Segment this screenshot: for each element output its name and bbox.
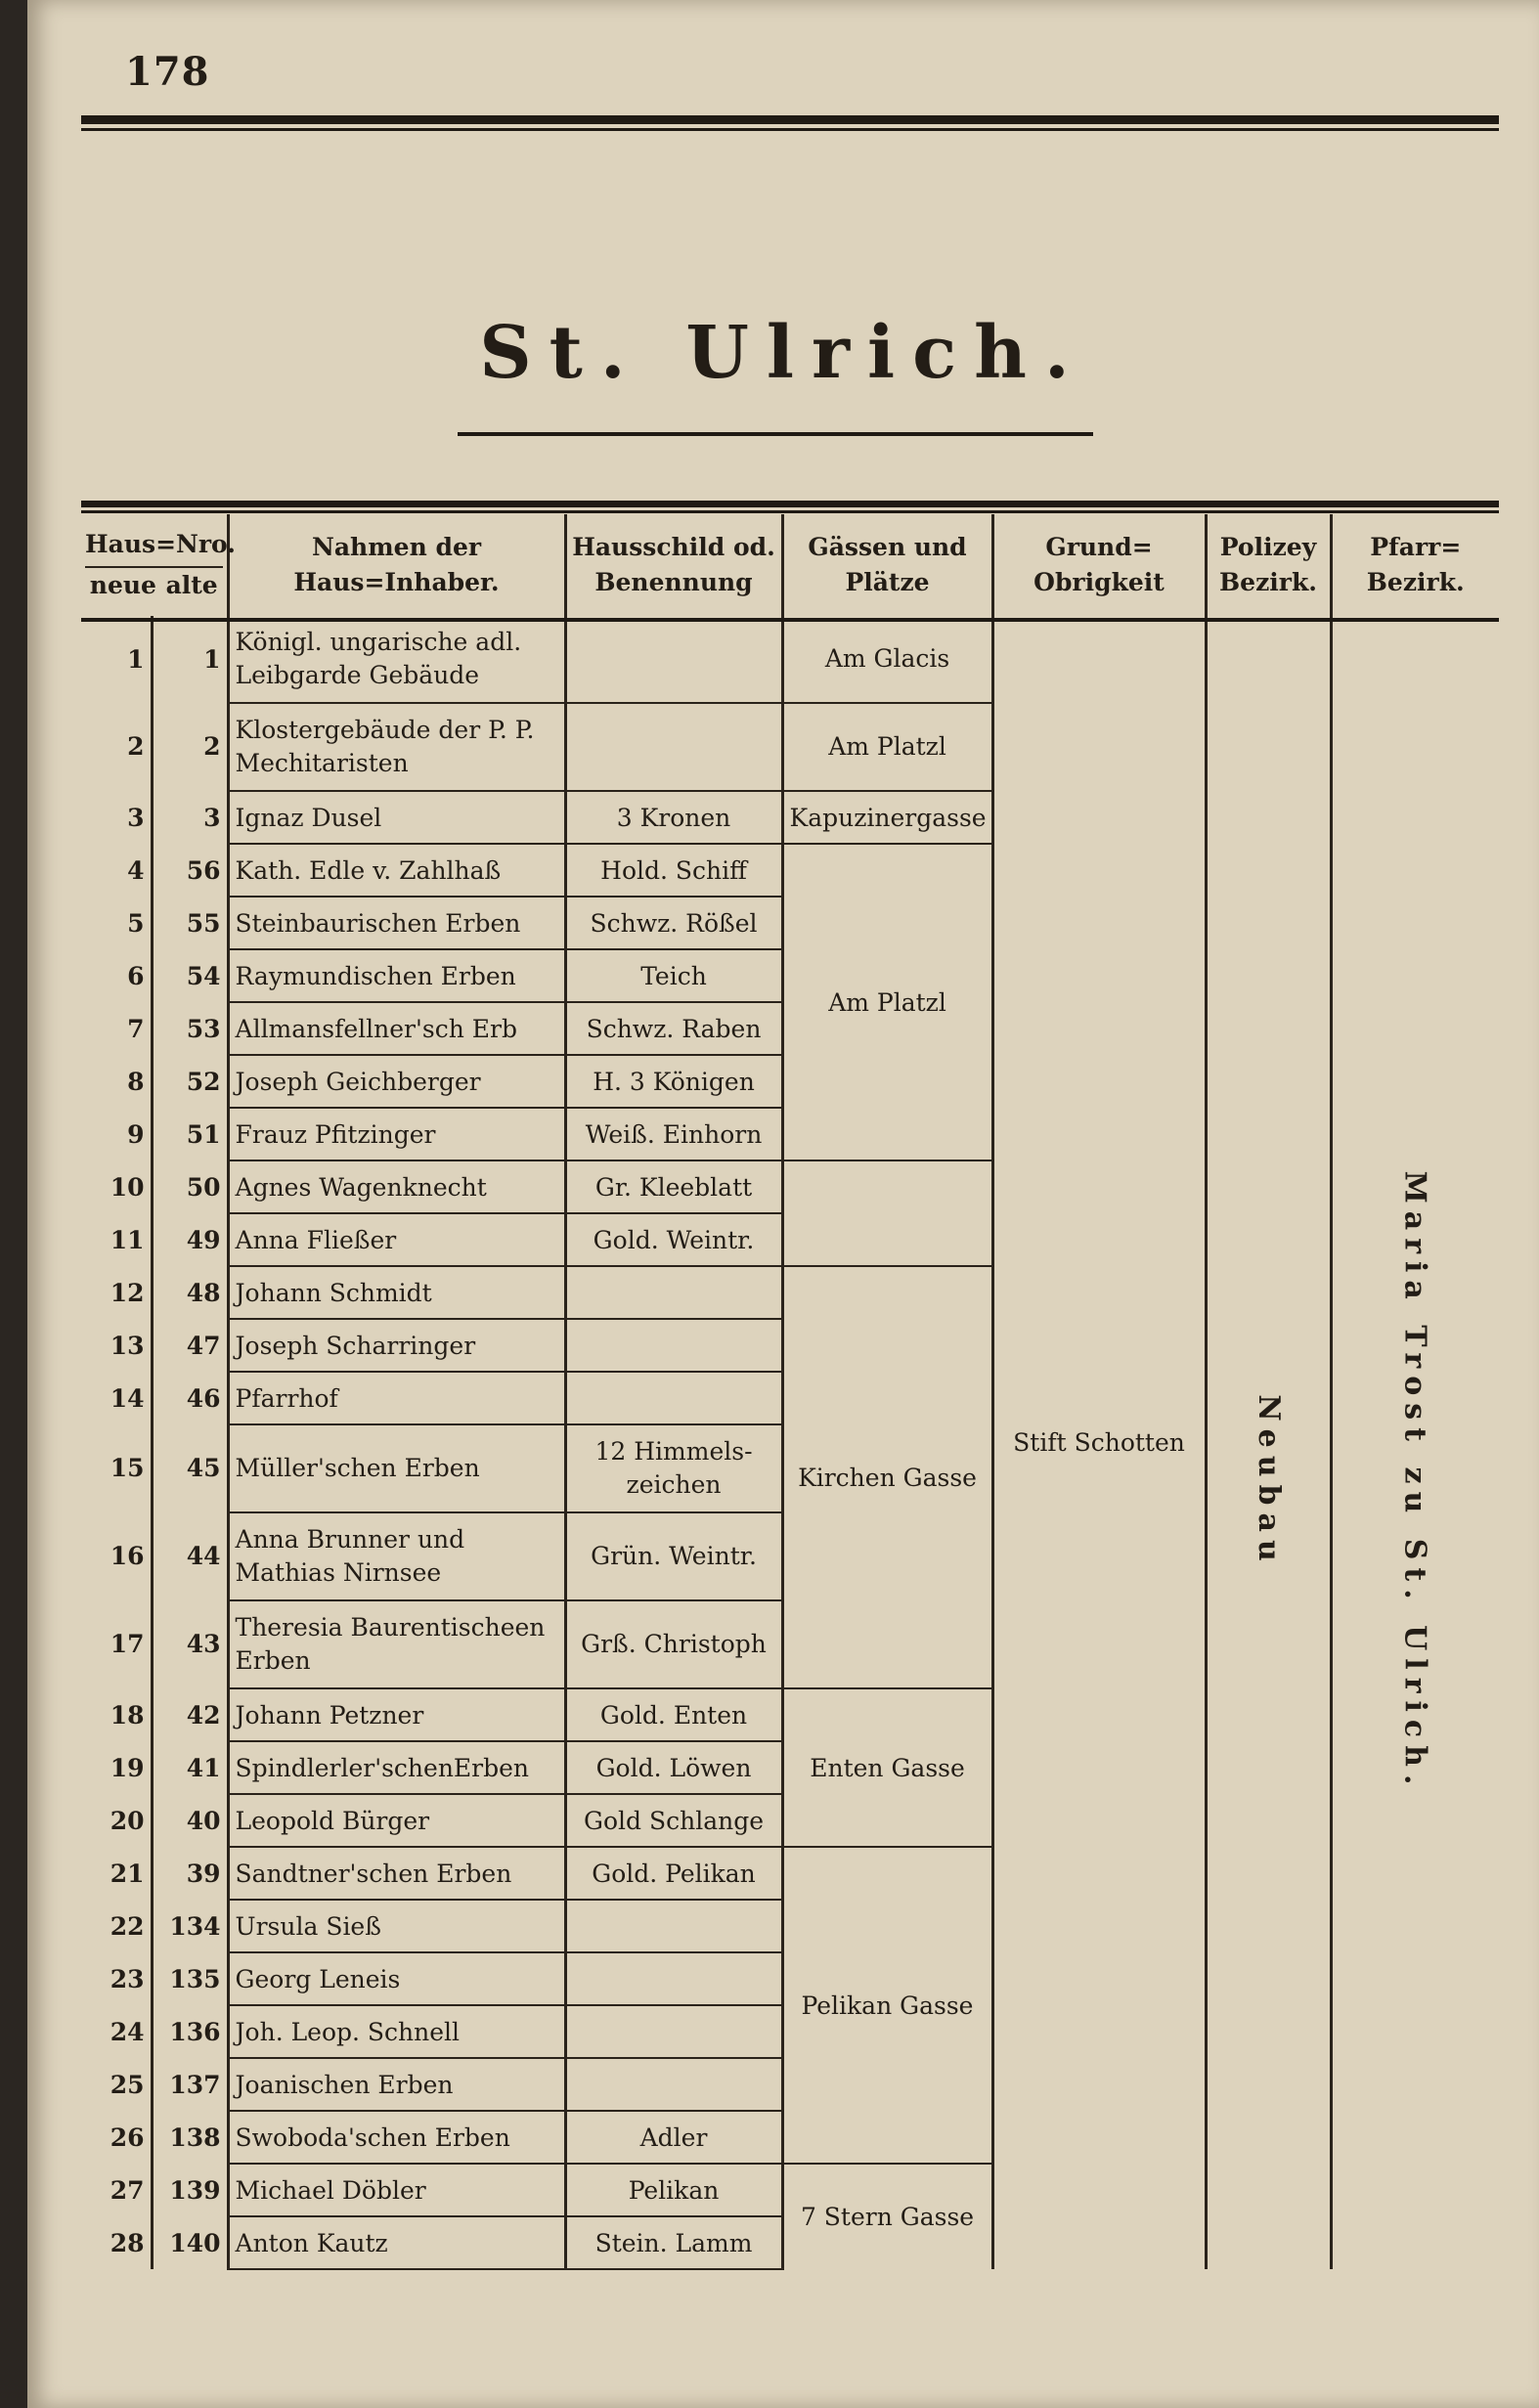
owner-name: Leopold Bürger	[228, 1794, 565, 1847]
owner-name: Joseph Scharringer	[228, 1319, 565, 1372]
neue-nr: 25	[110, 2070, 145, 2099]
header-neue: neue	[89, 571, 156, 599]
header-nahmen: Nahmen der Haus=Inhaber.	[228, 514, 565, 616]
owner-name: Raymundischen Erben	[228, 949, 565, 1002]
title-rule	[458, 432, 1093, 436]
alte-nr: 51	[152, 1108, 228, 1160]
owner-name: Georg Leneis	[228, 1952, 565, 2005]
neue-nr: 18	[110, 1700, 145, 1729]
street-am-platzl-2: Am Platzl	[782, 844, 992, 1160]
register-page	[27, 0, 1539, 2408]
street-kapuzinergasse: Kapuzinergasse	[782, 791, 992, 844]
owner-name: Spindlerler'schenErben	[228, 1741, 565, 1794]
alte-nr: 44	[152, 1512, 228, 1600]
grund-obrigkeit: Stift Schotten	[1013, 1427, 1185, 1457]
alte-nr: 45	[152, 1424, 228, 1512]
neue-nr: 17	[110, 1630, 145, 1658]
owner-name: Frauz Pfitzinger	[228, 1108, 565, 1160]
alte-nr: 48	[152, 1266, 228, 1319]
table-row	[81, 616, 1499, 703]
neue-nr: 28	[110, 2228, 145, 2257]
owner-name: Anna Fließer	[228, 1213, 565, 1266]
neue-nr: 8	[127, 1067, 145, 1096]
house-sign: Gr. Kleeblatt	[565, 1160, 782, 1213]
neue-nr: 4	[127, 855, 145, 885]
alte-nr: 43	[152, 1600, 228, 1688]
house-sign: Gold. Weintr.	[565, 1213, 782, 1266]
owner-name: Klostergebäude der P. P. Mechitaristen	[228, 703, 565, 791]
page-title: St. Ulrich.	[479, 311, 1087, 395]
neue-nr: 26	[110, 2123, 145, 2152]
neue-nr: 2	[127, 732, 145, 761]
alte-nr: 134	[152, 1900, 228, 1952]
house-sign	[565, 2058, 782, 2111]
neue-nr: 11	[110, 1225, 145, 1254]
owner-name: Joh. Leop. Schnell	[228, 2005, 565, 2058]
header-grund: Grund= Obrigkeit	[992, 514, 1206, 616]
house-sign: Teich	[565, 949, 782, 1002]
neue-nr: 10	[110, 1172, 145, 1202]
table-top-rule	[81, 501, 1499, 507]
header-row	[81, 514, 1499, 616]
street-am-platzl-1: Am Platzl	[782, 703, 992, 791]
owner-name: Joanischen Erben	[228, 2058, 565, 2111]
header-pfarr: Pfarr= Bezirk.	[1331, 514, 1499, 616]
house-sign	[565, 1372, 782, 1424]
neue-nr: 21	[110, 1859, 145, 1888]
street-pelikan-gasse: Pelikan Gasse	[782, 1847, 992, 2164]
house-sign	[565, 1900, 782, 1952]
street-sieben-stern-gasse: 7 Stern Gasse	[782, 2164, 992, 2269]
header-haus-nro	[81, 514, 236, 616]
header-hausschild: Hausschild od. Benennung	[565, 514, 782, 616]
owner-name: Johann Petzner	[228, 1688, 565, 1741]
house-sign: Schwz. Raben	[565, 1002, 782, 1055]
pfarr-bezirk-text: Maria Trost zu St. Ulrich.	[1397, 1170, 1432, 1793]
street-blank	[782, 1160, 992, 1266]
alte-nr: 55	[152, 897, 228, 949]
alte-nr: 3	[152, 791, 228, 844]
owner-name: Müller'schen Erben	[228, 1424, 565, 1512]
header-bottom-rule	[81, 618, 1499, 622]
alte-nr: 49	[152, 1213, 228, 1266]
neue-nr: 3	[127, 803, 145, 832]
alte-nr: 1	[152, 616, 228, 703]
neue-nr: 14	[110, 1383, 145, 1413]
alte-nr: 136	[152, 2005, 228, 2058]
house-sign: Pelikan	[565, 2164, 782, 2216]
neue-nr: 6	[127, 961, 145, 990]
alte-nr: 52	[152, 1055, 228, 1108]
alte-nr: 56	[152, 844, 228, 897]
alte-nr: 140	[152, 2216, 228, 2269]
neue-nr: 24	[110, 2017, 145, 2046]
street-am-glacis: Am Glacis	[782, 616, 992, 703]
house-sign	[565, 616, 782, 703]
neue-nr: 15	[110, 1454, 145, 1482]
alte-nr: 135	[152, 1952, 228, 2005]
house-sign: Gold. Löwen	[565, 1741, 782, 1794]
alte-nr: 46	[152, 1372, 228, 1424]
alte-nr: 53	[152, 1002, 228, 1055]
neue-nr: 12	[110, 1278, 145, 1307]
street-enten-gasse: Enten Gasse	[782, 1688, 992, 1847]
house-sign: 12 Himmels- zeichen	[565, 1424, 782, 1512]
street-kirchen-gasse: Kirchen Gasse	[782, 1266, 992, 1688]
alte-nr: 47	[152, 1319, 228, 1372]
table-top-rule-thin	[81, 510, 1499, 513]
neue-nr: 27	[110, 2175, 145, 2205]
header-polizey: Polizey Bezirk.	[1206, 514, 1331, 616]
alte-nr: 41	[152, 1741, 228, 1794]
house-sign: Gold. Enten	[565, 1688, 782, 1741]
owner-name: Pfarrhof	[228, 1372, 565, 1424]
alte-nr: 50	[152, 1160, 228, 1213]
alte-nr: 40	[152, 1794, 228, 1847]
owner-name: Allmansfellner'sch Erb	[228, 1002, 565, 1055]
house-sign: 3 Kronen	[565, 791, 782, 844]
header-gassen: Gässen und Plätze	[782, 514, 992, 616]
house-sign: Grß. Christoph	[565, 1600, 782, 1688]
neue-nr: 13	[110, 1331, 145, 1360]
owner-name: Anna Brunner und Mathias Nirnsee	[228, 1512, 565, 1600]
alte-nr: 138	[152, 2111, 228, 2164]
house-sign: Hold. Schiff	[565, 844, 782, 897]
neue-nr: 22	[110, 1911, 145, 1941]
house-sign	[565, 703, 782, 791]
owner-name: Johann Schmidt	[228, 1266, 565, 1319]
owner-name: Kath. Edle v. Zahlhaß	[228, 844, 565, 897]
owner-name: Michael Döbler	[228, 2164, 565, 2216]
top-rule-thin	[81, 128, 1499, 131]
owner-name: Theresia Baurentischeen Erben	[228, 1600, 565, 1688]
neue-nr: 5	[127, 908, 145, 938]
owner-name: Swoboda'schen Erben	[228, 2111, 565, 2164]
owner-name: Anton Kautz	[228, 2216, 565, 2269]
neue-nr: 7	[127, 1014, 145, 1043]
neue-nr: 23	[110, 1964, 145, 1993]
neue-nr: 16	[110, 1542, 145, 1570]
grund-obrigkeit-cell	[992, 616, 1206, 2269]
alte-nr: 39	[152, 1847, 228, 1900]
owner-name: Sandtner'schen Erben	[228, 1847, 565, 1900]
alte-nr: 137	[152, 2058, 228, 2111]
alte-nr: 42	[152, 1688, 228, 1741]
owner-name: Ignaz Dusel	[228, 791, 565, 844]
header-haus-nro-label: Haus=Nro.	[85, 530, 236, 558]
register-table	[81, 514, 1499, 2270]
page-number: 178	[125, 49, 210, 95]
house-sign: Schwz. Rößel	[565, 897, 782, 949]
house-sign: Gold. Pelikan	[565, 1847, 782, 1900]
house-sign: Grün. Weintr.	[565, 1512, 782, 1600]
house-sign: Adler	[565, 2111, 782, 2164]
owner-name: Königl. ungarische adl. Leibgarde Gebäude	[228, 616, 565, 703]
neue-nr: 20	[110, 1806, 145, 1835]
house-sign	[565, 2005, 782, 2058]
alte-nr: 54	[152, 949, 228, 1002]
owner-name: Steinbaurischen Erben	[228, 897, 565, 949]
house-sign	[565, 1266, 782, 1319]
owner-name: Joseph Geichberger	[228, 1055, 565, 1108]
owner-name: Agnes Wagenknecht	[228, 1160, 565, 1213]
house-sign	[565, 1952, 782, 2005]
house-sign: Gold Schlange	[565, 1794, 782, 1847]
house-sign: H. 3 Königen	[565, 1055, 782, 1108]
house-sign: Weiß. Einhorn	[565, 1108, 782, 1160]
neue-nr: 9	[127, 1119, 145, 1149]
neue-nr: 19	[110, 1753, 145, 1782]
header-alte: alte	[165, 571, 218, 599]
top-rule	[81, 115, 1499, 124]
house-sign: Stein. Lamm	[565, 2216, 782, 2269]
alte-nr: 2	[152, 703, 228, 791]
owner-name: Ursula Sieß	[228, 1900, 565, 1952]
neue-nr: 1	[127, 644, 145, 674]
house-sign	[565, 1319, 782, 1372]
alte-nr: 139	[152, 2164, 228, 2216]
polizey-bezirk-text: Neubau	[1251, 1394, 1286, 1569]
